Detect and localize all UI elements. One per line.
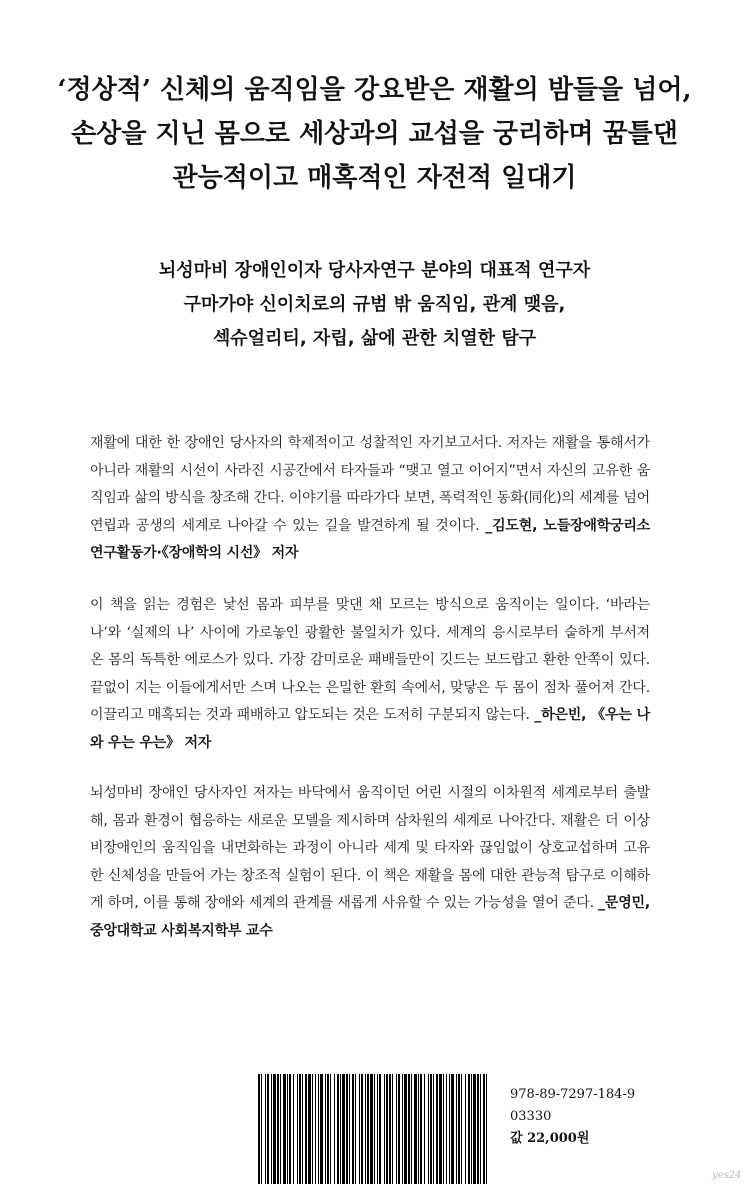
barcode bbox=[256, 1074, 492, 1184]
endorsement-text: 이 책을 읽는 경험은 낯선 몸과 피부를 맞댄 채 모르는 방식으로 움직이는 일이다. ‘바라는 나’와 ‘실제의 나’ 사이에 가로놓인 광활한 불일치가 있다. 세계의 응시로부터 숱하게 부서져 온 몸의 독특한 에로스가 있다. 가장 감미로운 패배들만이 깃드는 보드랍고 환한 안쪽이 있다. 끝없이 지는 이들에게서만 스며 나오는 은밀한 환희 속에서, 맞닿은 두 몸이 점차 풀어져 간다. 이끌리고 매혹되는 것과 패배하고 압도되는 것은 도저히 구분되지 않는다. bbox=[90, 597, 650, 723]
endorsement-blurb bbox=[90, 592, 650, 757]
isbn-number: 978-89-7297-184-9 bbox=[510, 1087, 636, 1102]
endorsement-blurb bbox=[90, 430, 650, 568]
price: 값 22,000원 bbox=[510, 1131, 590, 1146]
subhead-line: 구마가야 신이치로의 규범 밖 움직임, 관계 맺음, bbox=[183, 294, 566, 315]
headline-line: 손상을 지닌 몸으로 세상과의 교섭을 궁리하며 꿈틀댄 bbox=[71, 119, 678, 149]
headline-line: ‘정상적’ 신체의 움직임을 강요받은 재활의 밤들을 넘어, bbox=[57, 75, 692, 105]
endorsement-author: _문영민, 중앙대학교 사회복지학부 교수 bbox=[90, 895, 650, 939]
endorsement-blurb bbox=[90, 780, 650, 945]
endorsement-text: 뇌성마비 장애인 당사자인 저자는 바닥에서 움직이던 어린 시절의 이차원적 세계로부터 출발해, 몸과 환경이 협응하는 새로운 모델을 제시하며 삼차원의 세계로 나아간다. 재활은 더 이상 비장애인의 움직임을 내면화하는 과정이 아니라 세계 및 타자와 끊임없이 상호교섭하며 고유한 신체성을 만들어 가는 창조적 실험이 된다. 이 책은 재활을 몸에 대한 관능적 탐구로 이해하게 하며, 이를 통해 장애와 세계의 관계를 새롭게 사유할 수 있는 가능성을 열어 준다. bbox=[90, 785, 650, 911]
watermark: yes24 bbox=[712, 1170, 742, 1181]
endorsement-author: _김도현, 노들장애학궁리소 연구활동가·《장애학의 시선》 저자 bbox=[90, 517, 650, 561]
subhead bbox=[0, 254, 749, 356]
subhead-line: 섹슈얼리티, 자립, 삶에 관한 치열한 탐구 bbox=[212, 328, 537, 349]
isbn-addon: 03330 bbox=[510, 1109, 552, 1124]
headline-line: 관능적이고 매혹적인 자전적 일대기 bbox=[172, 163, 577, 193]
headline bbox=[0, 68, 749, 200]
endorsement-text: 재활에 대한 한 장애인 당사자의 학제적이고 성찰적인 자기보고서다. 저자는 재활을 통해서가 아니라 재활의 시선이 사라진 시공간에서 타자들과 “맺고 열고 이어지”면서 자신의 고유한 움직임과 삶의 방식을 창조해 간다. 이야기를 따라가다 보면, 폭력적인 동화(同化)의 세계를 넘어 연립과 공생의 세계로 나아갈 수 있는 길을 발견하게 될 것이다. bbox=[90, 435, 650, 534]
endorsement-author: _하은빈, 《우는 나와 우는 우는》 저자 bbox=[90, 707, 650, 751]
barcode-bars-icon bbox=[256, 1074, 492, 1184]
subhead-line: 뇌성마비 장애인이자 당사자연구 분야의 대표적 연구자 bbox=[158, 260, 591, 281]
isbn-block bbox=[510, 1084, 635, 1150]
